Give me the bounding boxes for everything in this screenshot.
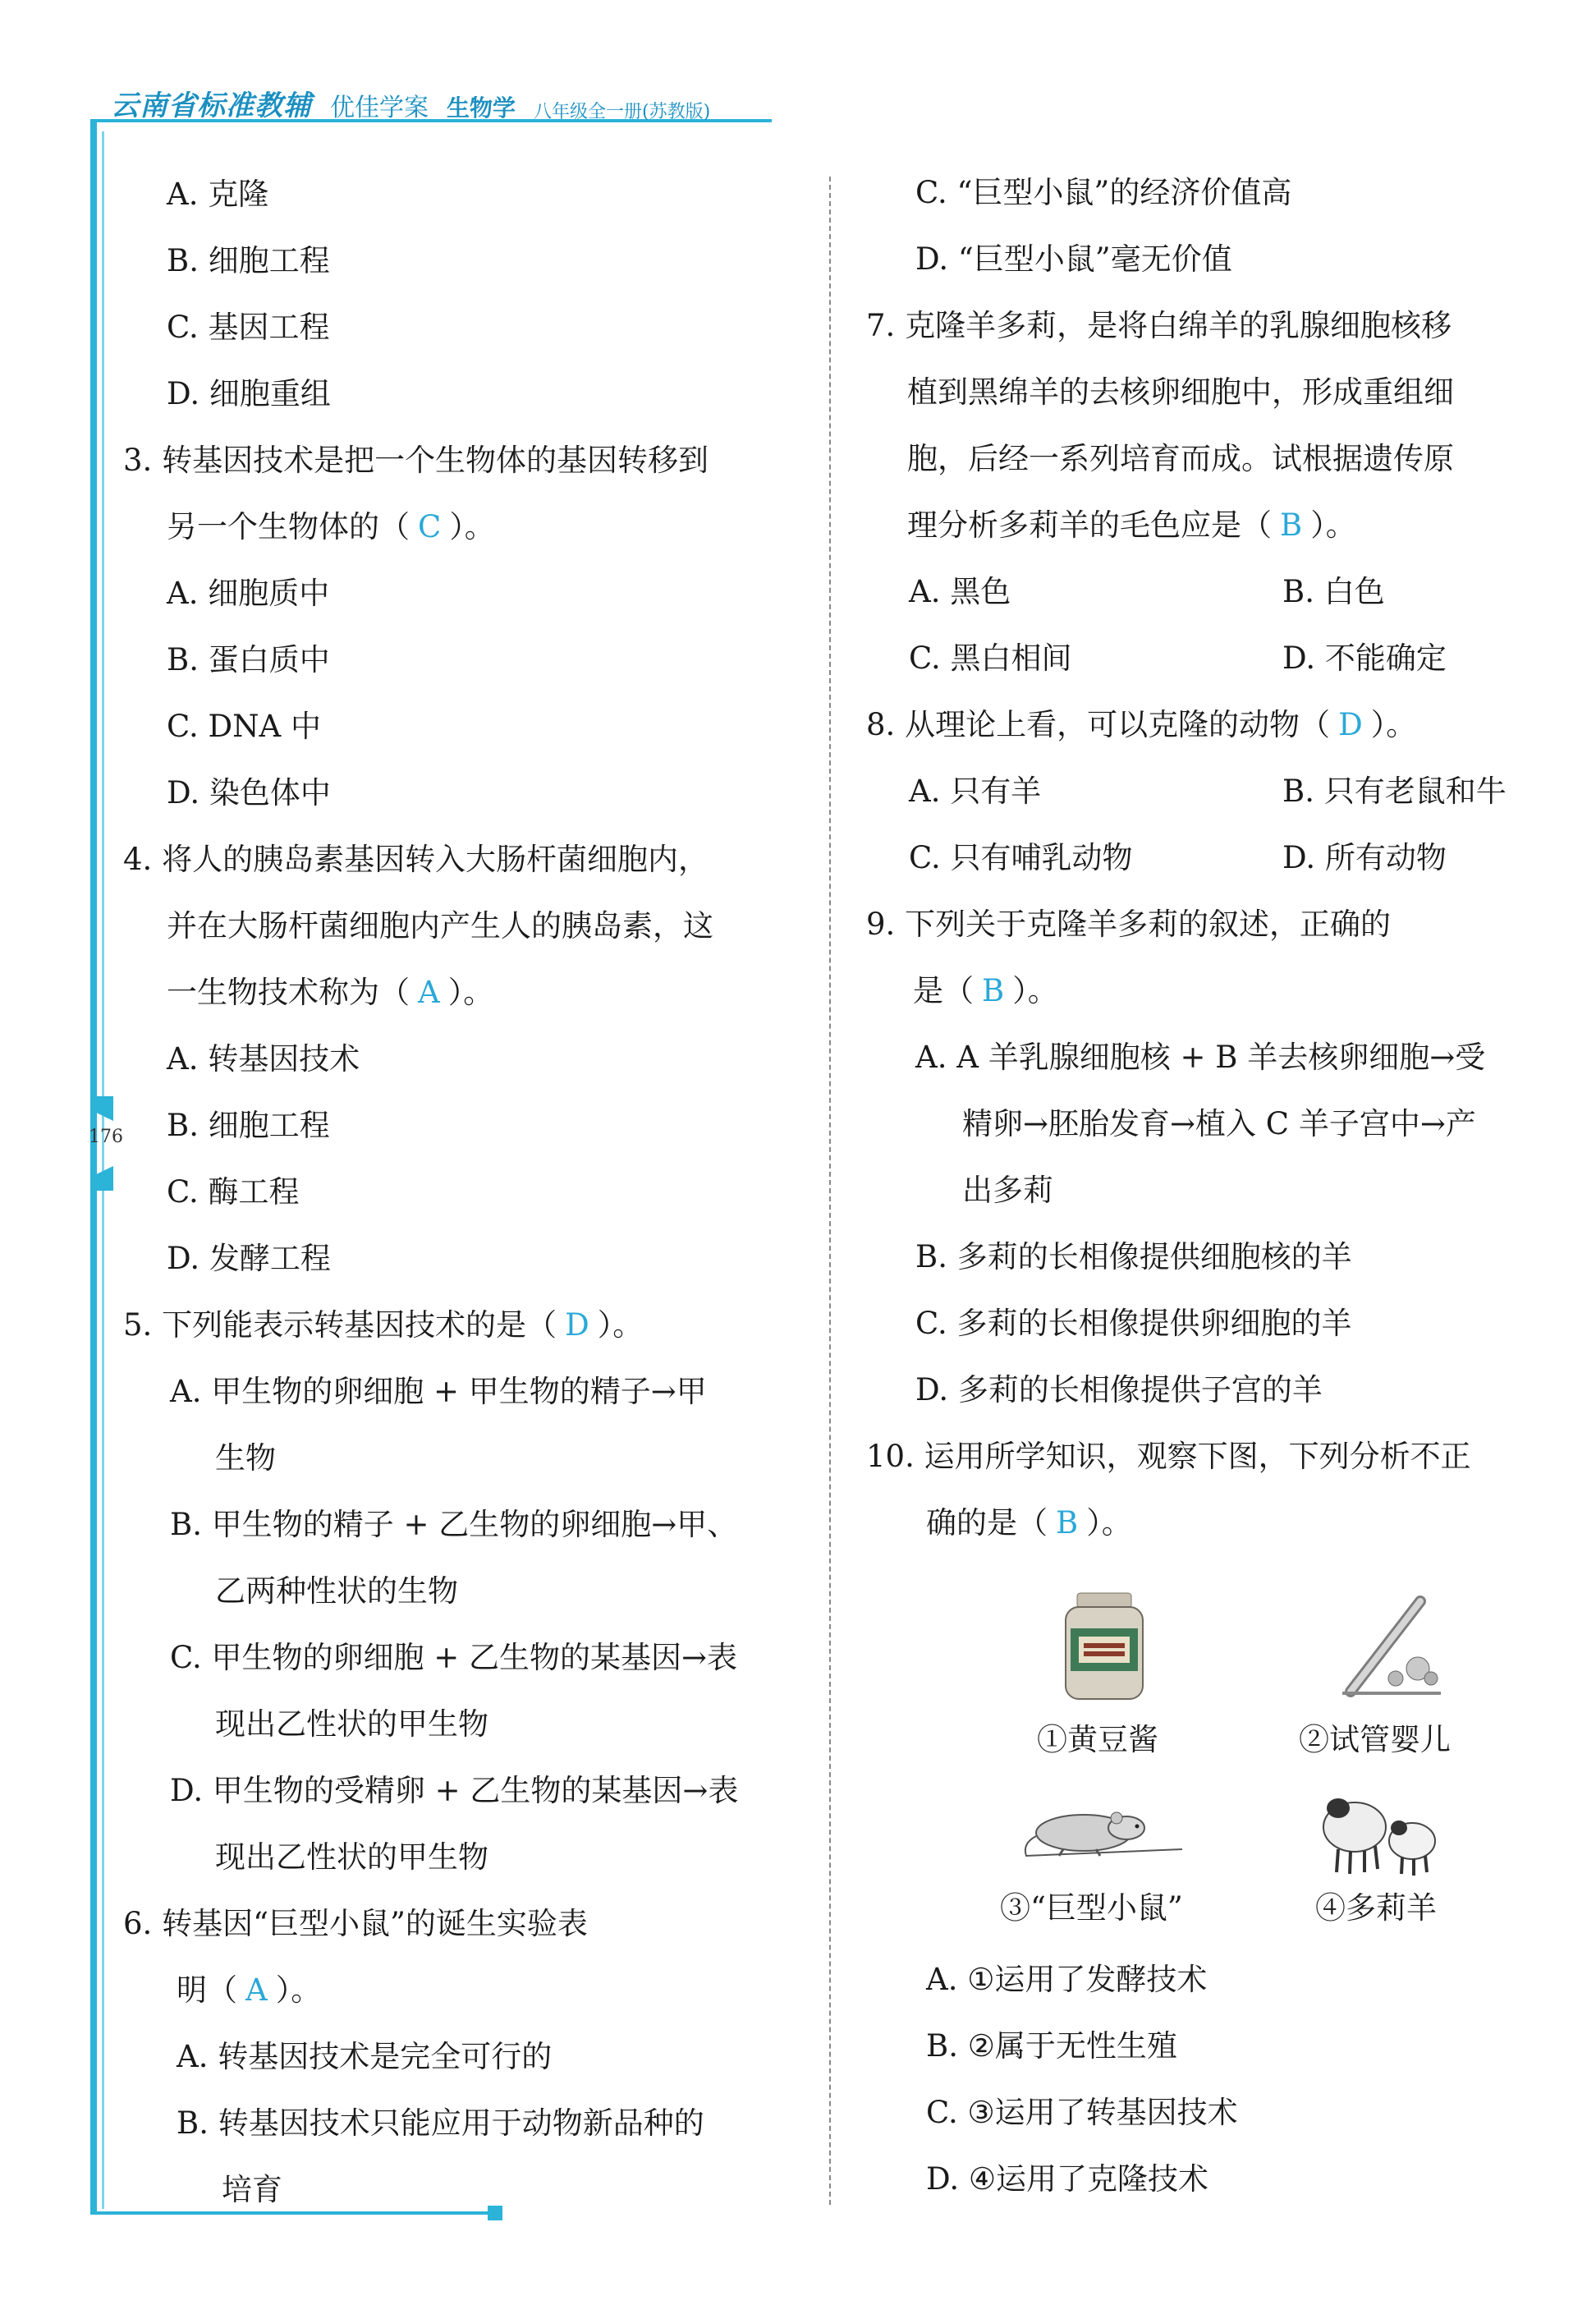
test-tube-baby-image [1326,1593,1449,1700]
answer-letter: D [1338,707,1363,742]
question-line-with-answer [907,507,1356,543]
question-text: ）。 [275,1972,322,2008]
option-line: 精卵→胚胎发育→植入 C 羊子宫中→产 [962,1106,1476,1141]
option-line: C. 甲生物的卵细胞 + 乙生物的某基因→表 [170,1640,738,1675]
question-text: 一生物技术称为（ [167,975,410,1010]
figure-caption-3: ③“巨型小鼠” [1000,1890,1183,1926]
question-line-with-answer [123,1307,644,1343]
option-line: C. 黑白相间 [909,641,1072,676]
option-line: B. 转基因技术只能应用于动物新品种的 [177,2105,704,2141]
option-line: 现出乙性状的甲生物 [215,1839,488,1875]
answer-letter: C [418,509,442,544]
frame-bottom-border [90,2211,493,2215]
option-line: A. 克隆 [167,177,269,212]
option-line: D. 所有动物 [1282,840,1447,875]
option-line: A. ①运用了发酵技术 [926,1962,1208,1997]
option-line: C. 基因工程 [167,310,330,345]
question-line-with-answer [913,973,1058,1008]
answer-letter: A [245,1972,268,2008]
question-line: 3. 转基因技术是把一个生物体的基因转移到 [123,443,709,478]
option-line: D. 染色体中 [167,775,331,810]
question-text: ）。 [1310,507,1356,543]
option-line: A. 黑色 [909,574,1011,609]
column-divider [829,177,831,2205]
question-text: 8. 从理论上看，可以克隆的动物（ [866,707,1331,742]
option-line: A. 甲生物的卵细胞 + 甲生物的精子→甲 [170,1374,707,1409]
option-line: B. 细胞工程 [167,243,330,278]
question-line-with-answer [177,1972,322,2008]
question-text: ）。 [597,1307,644,1343]
header-series: 云南省标准教辅 [111,90,312,122]
header-grade: 八年级全一册(苏教版) [534,102,711,122]
answer-letter: B [982,973,1005,1008]
question-line-with-answer [167,509,495,544]
option-line: A. A 羊乳腺细胞核 + B 羊去核卵细胞→受 [915,1040,1486,1075]
question-line-with-answer [926,1505,1132,1540]
option-line: B. 白色 [1282,574,1385,609]
figure-caption-4: ④多莉羊 [1315,1890,1437,1926]
question-text: ）。 [1086,1505,1132,1540]
header-subject: 生物学 [447,94,516,122]
option-line: D. 多莉的长相像提供子宫的羊 [915,1372,1323,1407]
page-header [111,82,710,123]
option-line: C. DNA 中 [167,709,322,744]
option-line: 乙两种性状的生物 [215,1573,458,1609]
question-text: 理分析多莉羊的毛色应是（ [907,507,1272,543]
question-line-with-answer [866,709,1416,740]
option-line: D. 细胞重组 [167,376,331,411]
option-line: 出多莉 [962,1173,1053,1208]
option-line: C. “巨型小鼠”的经济价值高 [915,175,1292,210]
option-line: C. ③运用了转基因技术 [926,2095,1238,2130]
question-text: ）。 [447,975,494,1010]
frame-left-border [90,119,97,2213]
question-text: ）。 [1370,707,1417,742]
option-line: D. ④运用了克隆技术 [926,2161,1209,2197]
option-line: B. 细胞工程 [167,1108,330,1143]
question-line: 胞，后经一系列培育而成。试根据遗传原 [907,441,1454,476]
question-text: 另一个生物体的（ [167,509,410,544]
option-line: 生物 [215,1440,276,1476]
option-line: A. 只有羊 [909,774,1042,809]
soybean-paste-jar-image [1059,1589,1149,1704]
option-line: A. 转基因技术 [167,1041,360,1077]
option-line: 培育 [222,2172,282,2207]
option-line: C. 只有哺乳动物 [909,840,1133,875]
giant-mouse-image [1018,1798,1190,1860]
answer-letter: A [418,975,440,1010]
option-line: B. 多莉的长相像提供细胞核的羊 [915,1239,1352,1274]
question-line: 4. 将人的胰岛素基因转入大肠杆菌细胞内， [123,842,709,877]
page-number: 176 [89,1127,123,1147]
question-text: ）。 [449,509,495,544]
option-line: D. “巨型小鼠”毫无价值 [915,241,1232,277]
option-line: D. 不能确定 [1282,641,1447,676]
question-text: 是（ [913,973,974,1008]
option-line: B. 蛋白质中 [167,642,330,677]
figure-caption-1: ①黄豆酱 [1037,1722,1158,1757]
question-text: 确的是（ [926,1505,1048,1540]
option-line: A. 转基因技术是完全可行的 [177,2039,553,2074]
dolly-sheep-image [1314,1782,1445,1880]
option-line: B. 只有老鼠和牛 [1282,774,1507,809]
question-text: ）。 [1012,973,1058,1008]
frame-left-inner-border [102,131,104,2209]
header-subtitle: 优佳学案 [330,94,429,122]
option-line: B. ②属于无性生殖 [926,2028,1177,2064]
frame-corner-square [488,2206,502,2220]
question-line: 并在大肠杆菌细胞内产生人的胰岛素，这 [167,908,713,944]
question-line: 植到黑绵羊的去核卵细胞中，形成重组细 [907,374,1454,410]
question-line: 9. 下列关于克隆羊多莉的叙述，正确的 [866,907,1392,942]
option-line: 现出乙性状的甲生物 [215,1706,488,1742]
option-line: C. 酶工程 [167,1174,300,1210]
question-line: 6. 转基因“巨型小鼠”的诞生实验表 [123,1906,588,1941]
answer-letter: D [565,1307,589,1343]
figure-caption-2: ②试管婴儿 [1299,1722,1451,1757]
option-line: B. 甲生物的精子 + 乙生物的卵细胞→甲、 [170,1507,738,1542]
option-line: A. 细胞质中 [167,576,330,611]
question-text: 明（ [177,1972,237,2008]
answer-letter: B [1280,507,1303,543]
answer-letter: B [1056,1505,1079,1540]
option-line: C. 多莉的长相像提供卵细胞的羊 [915,1306,1352,1341]
question-line-with-answer [167,977,493,1008]
question-text: 5. 下列能表示转基因技术的是（ [123,1307,557,1343]
question-line: 10. 运用所学知识，观察下图，下列分析不正 [866,1439,1471,1474]
option-line: D. 甲生物的受精卵 + 乙生物的某基因→表 [170,1773,739,1808]
question-line: 7. 克隆羊多莉，是将白绵羊的乳腺细胞核移 [866,308,1452,343]
option-line: D. 发酵工程 [167,1241,331,1276]
